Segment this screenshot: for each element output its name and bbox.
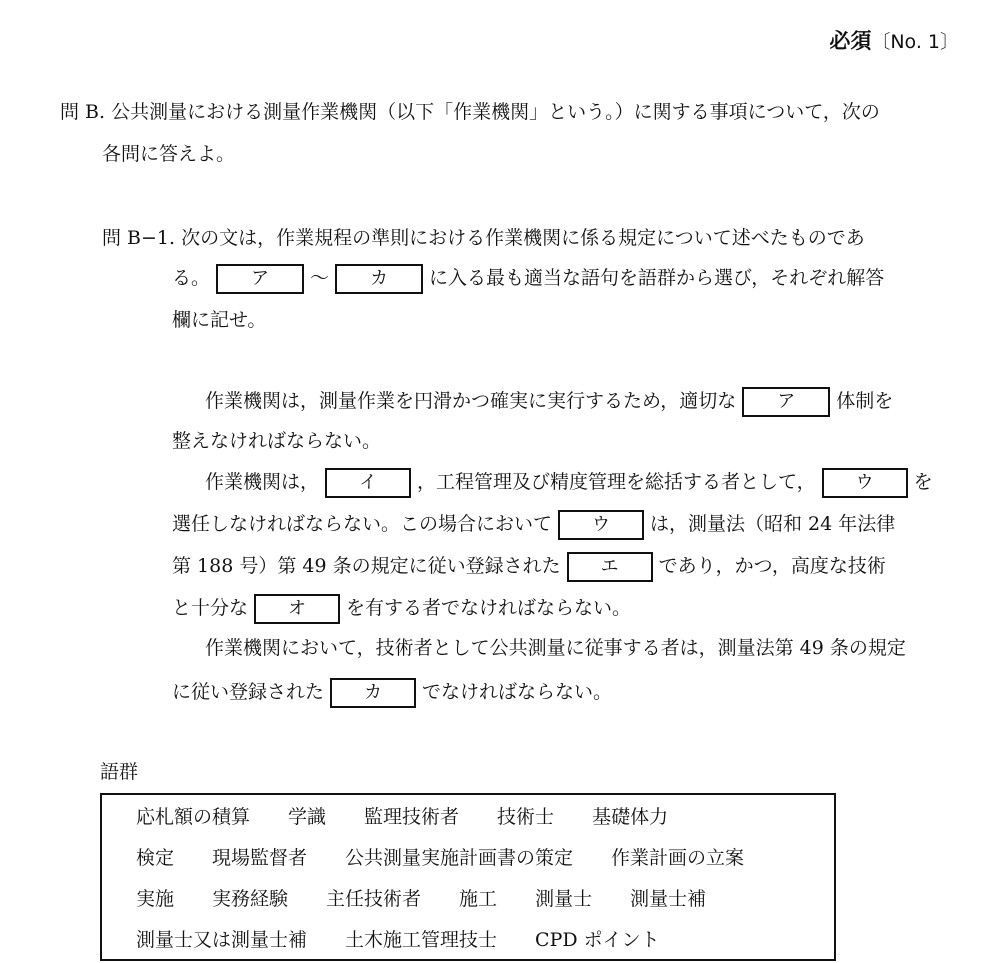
- blank-ka: カ: [330, 678, 416, 708]
- question-b-line1: 問 B. 公共測量における測量作業機関（以下「作業機関」という。）に関する事項について，次の: [60, 101, 880, 123]
- question-number: 〔No. 1〕: [871, 31, 959, 53]
- passage-line2: 整えなければならない。: [172, 430, 382, 452]
- passage-line4: [172, 510, 895, 540]
- blank-i: イ: [325, 468, 411, 498]
- blank-u: ウ: [558, 510, 644, 540]
- word-group-label: 語群: [100, 761, 139, 783]
- blank-ka: カ: [335, 264, 423, 294]
- passage-text: ，工程管理及び精度管理を総括する者として，: [417, 471, 816, 493]
- question-number-header: [829, 25, 959, 55]
- question-b1-line2-post: に入る最も適当な語句を語群から選び，それぞれ解答: [429, 267, 885, 289]
- passage-line7: 作業機関において，技術者として公共測量に従事する者は，測量法第 49 条の規定: [205, 637, 906, 659]
- required-label: 必須: [829, 29, 872, 53]
- word-option: 学識: [288, 806, 327, 828]
- word-option: 検定: [136, 847, 175, 869]
- passage-text: と十分な: [172, 597, 249, 619]
- question-b1-line2-pre: る。: [172, 267, 211, 289]
- word-option: 監理技術者: [364, 806, 460, 828]
- passage-text: 作業機関は，測量作業を円滑かつ確実に実行するため，適切な: [205, 390, 737, 412]
- word-option: 測量士: [535, 888, 593, 910]
- passage-line3: [205, 468, 933, 498]
- word-option: 基礎体力: [592, 806, 669, 828]
- word-group-row: [136, 887, 744, 911]
- blank-a: ア: [742, 387, 830, 417]
- passage-line5: [172, 552, 886, 582]
- question-b1-line3: 欄に記せ。: [172, 309, 267, 331]
- passage-text: 選任しなければならない。この場合において: [172, 513, 553, 535]
- passage-line6: [172, 594, 631, 624]
- question-b1-line1: 問 B−1. 次の文は，作業規程の準則における作業機関に係る規定について述べたものであ: [102, 227, 865, 249]
- passage-text: であり，かつ，高度な技術: [658, 555, 886, 577]
- blank-e: エ: [567, 552, 653, 582]
- range-tilde: 〜: [310, 267, 330, 289]
- word-option: 土木施工管理技士: [345, 929, 498, 951]
- word-option: 施工: [459, 888, 498, 910]
- blank-a: ア: [216, 264, 304, 294]
- question-b-line2: 各問に答えよ。: [102, 143, 236, 165]
- word-option: 応札額の積算: [136, 806, 251, 828]
- word-group-box: [100, 793, 836, 961]
- word-option: 測量士補: [630, 888, 707, 910]
- word-option: 技術士: [497, 806, 555, 828]
- passage-line1: [205, 387, 893, 417]
- word-group-row: [136, 928, 698, 952]
- passage-text: を: [913, 471, 933, 493]
- passage-text: は，測量法（昭和 24 年法律: [650, 513, 896, 535]
- word-option: 測量士又は測量士補: [136, 929, 308, 951]
- word-group-row: [136, 805, 706, 829]
- word-option: 実施: [136, 888, 175, 910]
- passage-text: に従い登録された: [172, 681, 325, 703]
- word-option: 作業計画の立案: [611, 847, 745, 869]
- word-option: 現場監督者: [212, 847, 308, 869]
- word-option: 公共測量実施計画書の策定: [345, 847, 574, 869]
- word-group-row: [136, 846, 782, 870]
- question-b1-line2: [172, 264, 884, 294]
- passage-text: 作業機関は，: [205, 471, 320, 493]
- blank-o: オ: [254, 594, 340, 624]
- passage-text: 第 188 号）第 49 条の規定に従い登録された: [172, 555, 561, 577]
- passage-text: を有する者でなければならない。: [346, 597, 632, 619]
- word-option: CPD ポイント: [535, 929, 660, 951]
- passage-line8: [172, 678, 612, 708]
- blank-u: ウ: [822, 468, 908, 498]
- passage-text: でなければならない。: [422, 681, 613, 703]
- word-option: 主任技術者: [326, 888, 422, 910]
- word-option: 実務経験: [212, 888, 289, 910]
- passage-text: 体制を: [836, 390, 894, 412]
